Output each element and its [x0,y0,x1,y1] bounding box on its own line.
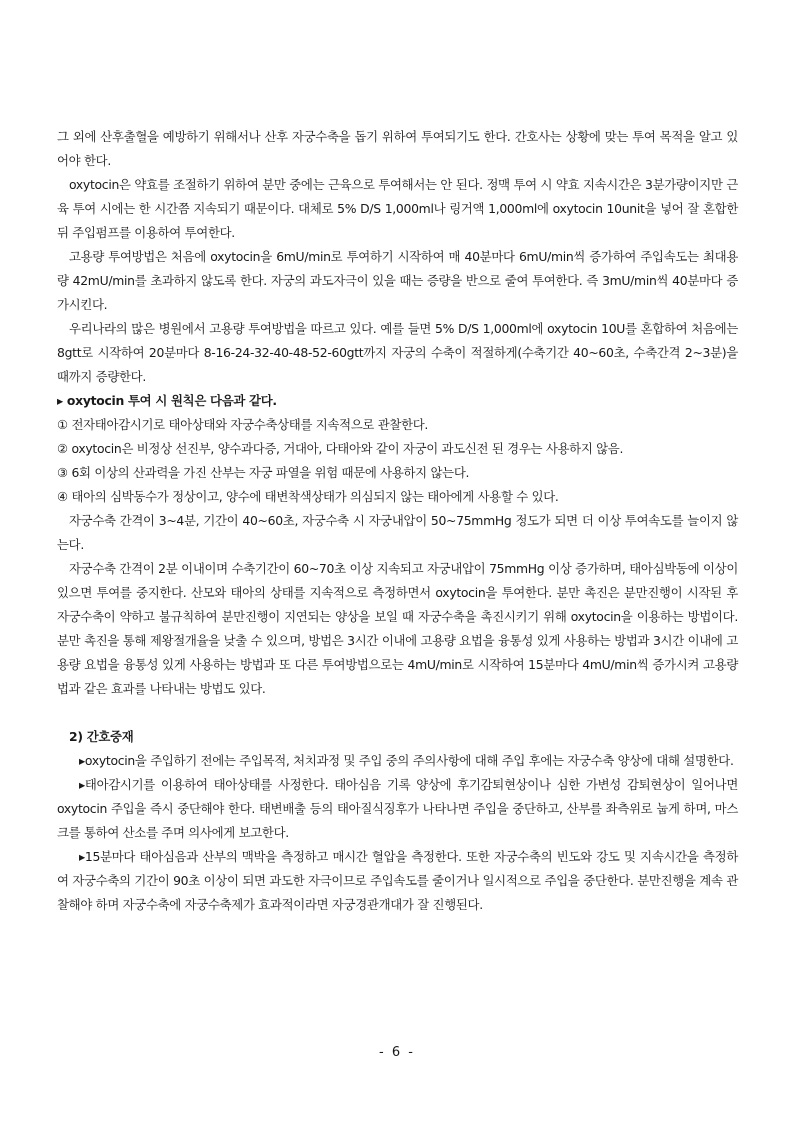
page-number: - 6 - [379,1045,415,1060]
spacer [57,701,738,725]
principle-item: ③ 6회 이상의 산과력을 가진 산부는 자궁 파열을 위험 때문에 사용하지 않는다. [57,465,470,480]
paragraph: 그 외에 산후출혈을 예방하기 위해서나 산후 자궁수축을 돕기 위하여 투여되기도 한다. 간호사는 상황에 맞는 투여 목적을 알고 있어야 한다. [57,129,738,168]
paragraph: 자궁수축 간격이 2분 이내이며 수축기간이 60~70초 이상 지속되고 자궁내압이 75mmHg 이상 증가하며, 태아심박동에 이상이 있으면 투여를 중지한다. 산모와 태아의 상태를 지속적으로 측정하면서 oxytocin을 투여한다. 분만 촉진은 분만진행이 시작된 후 자궁수축이 약하고 불규칙하여 분만진행이 지연되는 양상을 보일 때 자궁수축을 촉진시키기 위해 oxytocin을 이용하는 방법이다. 분만 촉진을 통해 제왕절개율을 낮출 수 있으며, 방법은 3시간 이내에 고용량 요법을 융통성 있게 사용하는 방법과 3시간 이내에 고용량 요법을 융통성 있게 사용하는 방법과 또 다른 투여방법으로는 4mU/min로 시작하여 15분마다 4mU/min씩 증가시켜 고용량법과 같은 효과를 나타내는 방법도 있다. [57,561,738,696]
nursing-item: ▸태아감시기를 이용하여 태아상태를 사정한다. 태아심음 기록 양상에 후기감퇴현상이나 심한 가변성 감퇴현상이 일어나면 oxytocin 주입을 즉시 중단해야 한다. 태변배출 등의 태아질식징후가 나타나면 주입을 중단하고, 산부를 좌측위로 눕게 하며, 마스크를 통하여 산소를 주며 의사에게 보고한다. [57,777,738,840]
paragraph: 고용량 투여방법은 처음에 oxytocin을 6mU/min로 투여하기 시작하여 매 40분마다 6mU/min씩 증가하여 주입속도는 최대용량 42mU/min를 초과하지 않도록 한다. 자궁의 과도자극이 있을 때는 증량을 반으로 줄여 투여한다. 즉 3mU/min씩 40분마다 증가시킨다. [57,249,738,312]
nursing-item: ▸15분마다 태아심음과 산부의 맥박을 측정하고 매시간 혈압을 측정한다. 또한 자궁수축의 빈도와 강도 및 지속시간을 측정하여 자궁수축의 기간이 90초 이상이 되면 과도한 자극이므로 주입속도를 줄이거나 일시적으로 주입을 중단한다. 분만진행을 계속 관찰해야 하며 자궁수축에 자궁수축제가 효과적이라면 자궁경관개대가 잘 진행된다. [57,849,738,912]
principles-title: ▸ oxytocin 투여 시 원칙은 다음과 같다. [57,393,277,408]
document-body [57,125,738,917]
section-title: 2) 간호중재 [69,729,134,744]
paragraph: 자궁수축 간격이 3~4분, 기간이 40~60초, 자궁수축 시 자궁내압이 50~75mmHg 정도가 되면 더 이상 투여속도를 늘이지 않는다. [57,513,738,552]
principle-item: ② oxytocin은 비정상 선진부, 양수과다증, 거대아, 다태아와 같이 자궁이 과도신전 된 경우는 사용하지 않음. [57,441,624,456]
principle-item: ④ 태아의 심박동수가 정상이고, 양수에 태변착색상태가 의심되지 않는 태아에게 사용할 수 있다. [57,489,559,504]
nursing-item: ▸oxytocin을 주입하기 전에는 주입목적, 처치과정 및 주입 중의 주의사항에 대해 주입 후에는 자궁수축 양상에 대해 설명한다. [79,753,734,768]
principle-item: ① 전자태아감시기로 태아상태와 자궁수축상태를 지속적으로 관찰한다. [57,417,429,432]
paragraph: 우리나라의 많은 병원에서 고용량 투여방법을 따르고 있다. 예를 들면 5% D/S 1,000ml에 oxytocin 10U를 혼합하여 처음에는 8gtt로 시작하여 20분마다 8-16-24-32-40-48-52-60gtt까지 자궁의 수축이 적절하게(수축기간 40~60초, 수축간격 2~3분)을 때까지 증량한다. [57,321,738,384]
paragraph: oxytocin은 약효를 조절하기 위하여 분만 중에는 근육으로 투여해서는 안 된다. 정맥 투여 시 약효 지속시간은 3분가량이지만 근육 투여 시에는 한 시간쯤 지속되기 때문이다. 대체로 5% D/S 1,000ml나 링거액 1,000ml에 oxytocin 10unit을 넣어 잘 혼합한 뒤 주입펌프를 이용하여 투여한다. [57,177,738,240]
